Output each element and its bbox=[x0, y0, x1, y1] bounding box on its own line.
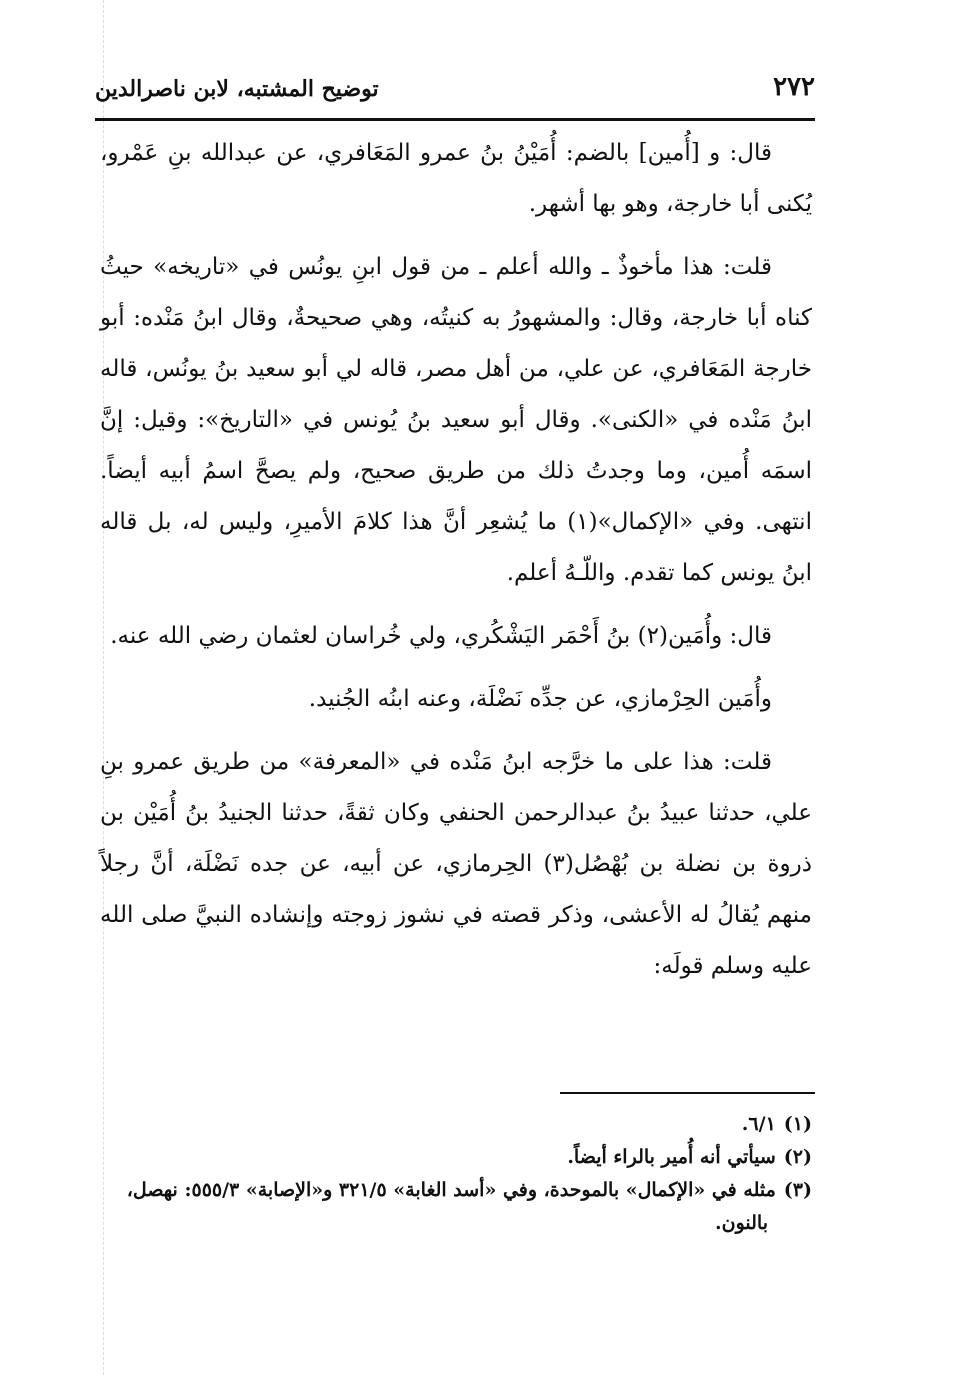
footnote-number: (٢) bbox=[783, 1146, 812, 1168]
footnotes bbox=[100, 1108, 812, 1240]
paragraph: قلت: هذا على ما خرَّجه ابنُ مَنْده في «المعرفة» من طريق عمرو بنِ علي، حدثنا عبيدُ بنُ عبدالرحمن الحنفي وكان ثقةً، حدثنا الجنيدُ بنُ أُمَيْن بن ذروة بن نضلة بن بُهْصُل(٣) الحِرمازي، عن أبيه، عن جده نَضْلَة، أنَّ رجلاً منهم يُقالُ له الأعشى، وذكر قصته في نشوز زوجته وإنشاده النبيَّ صلى الله عليه وسلم قولَه: bbox=[100, 749, 813, 979]
paragraph: قلت: هذا مأخوذٌ ـ والله أعلم ـ من قول ابنِ يونُس في «تاريخه» حيثُ كناه أبا خارجة، وقال: والمشهورُ به كنيتُه، وهي صحيحةٌ، وقال ابنُ مَنْده: أبو خارجة المَعَافري، عن علي، من أهل مصر، قاله لي أبو سعيد بنُ يونُس، قاله ابنُ مَنْده في «الكنى». وقال أبو سعيد بنُ يُونس في «التاريخ»: وقيل: إنَّ اسمَه أُمين، وما وجدتُ ذلك من طريق صحيح، ولم يصحَّ اسمُ أبيه أيضاً. انتهى. وفي «الإكمال»(١) ما يُشعِر أنَّ هذا كلامَ الأميرِ، وليس له، بل قاله ابنُ يونس كما تقدم. واللّـهُ أعلم. bbox=[100, 254, 812, 586]
footnote-text: سيأتي أنه أُمير بالراء أيضاً. bbox=[567, 1146, 776, 1168]
paragraph: قال: وأُمَين(٢) بنُ أَحْمَر اليَشْكُري، ولي خُراسان لعثمان رضي الله عنه. bbox=[110, 623, 772, 649]
footnote-continuation: بالنون. bbox=[715, 1212, 768, 1234]
footnote-number: (٣) bbox=[783, 1179, 812, 1201]
footnote bbox=[100, 1174, 812, 1207]
footnote-text: مثله في «الإكمال» بالموحدة، وفي «أسد الغابة» ٣٢١/٥ و«الإصابة» ٥٥٥/٣: نهصل، bbox=[126, 1179, 776, 1201]
footnote bbox=[100, 1141, 812, 1174]
page-number: ٢٧٢ bbox=[773, 72, 815, 102]
page-header bbox=[95, 68, 815, 118]
paragraph: قال: و [أُمين] بالضم: أُمَيْنُ بنُ عمرو المَعَافري، عن عبدالله بنِ عَمْرو، يُكنى أبا خارجة، وهو بها أشهر. bbox=[100, 140, 812, 217]
header-rule bbox=[95, 118, 815, 121]
running-title: توضيح المشتبه، لابن ناصرالدين bbox=[95, 76, 379, 102]
footnote-rule bbox=[560, 1092, 815, 1094]
paragraph: وأُمَين الحِرْمازي، عن جدِّه نَضْلَة، وعنه ابنُه الجُنيد. bbox=[308, 686, 772, 712]
footnote bbox=[100, 1108, 812, 1141]
footnote-number: (١) bbox=[783, 1113, 812, 1135]
main-text bbox=[100, 128, 812, 1004]
footnote-text: ٦/١. bbox=[741, 1113, 776, 1135]
